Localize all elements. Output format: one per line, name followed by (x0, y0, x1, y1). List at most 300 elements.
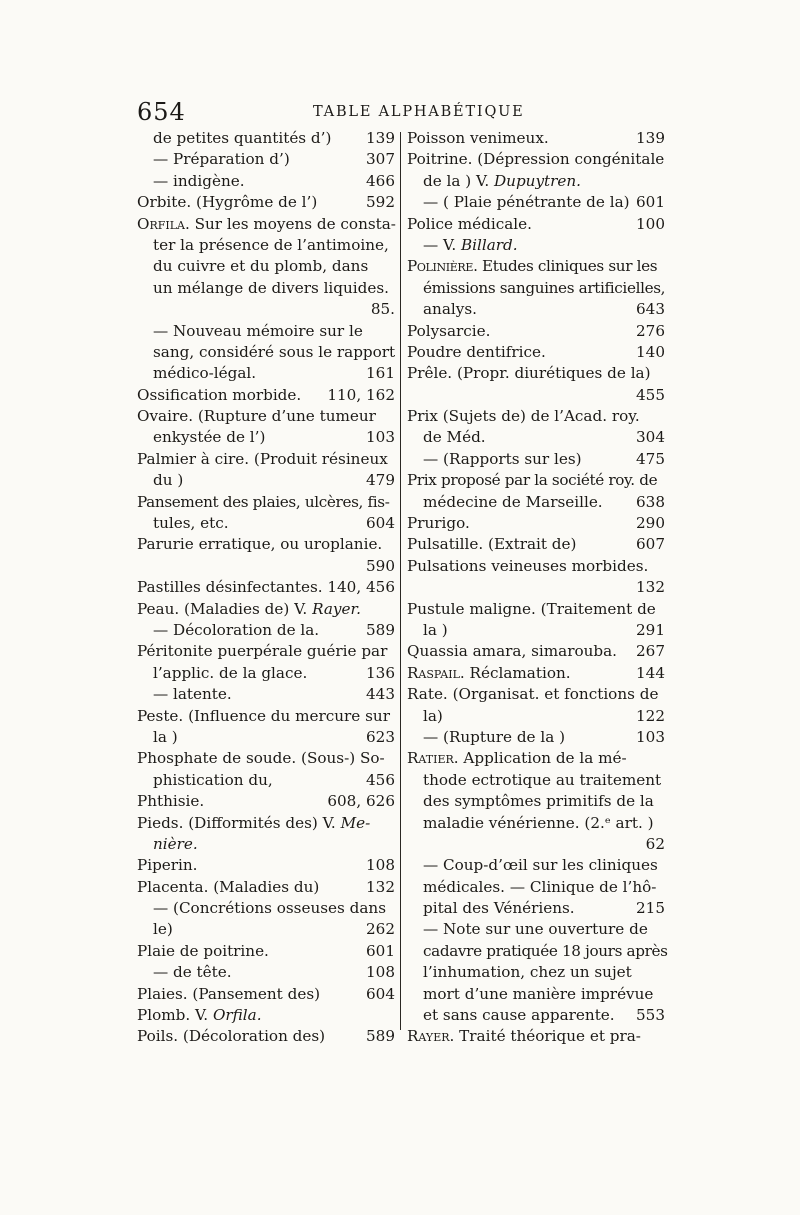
entry-text (423, 1005, 615, 1026)
page-reference: 304 (636, 428, 665, 447)
entry-label: enkystée de l’) (153, 428, 266, 447)
page-reference: 479 (366, 471, 395, 490)
index-line (407, 427, 665, 448)
entry-label: tules, etc. (153, 514, 229, 533)
index-line (137, 513, 395, 534)
index-line (137, 855, 395, 876)
page-reference: 103 (636, 727, 665, 746)
entry-text (153, 770, 273, 791)
entry-text (137, 493, 390, 511)
index-line (137, 171, 395, 192)
entry-label: mort d’une manière imprévue (423, 984, 654, 1003)
entry-label: Pustule maligne. (Traitement de (407, 599, 656, 618)
entry-label: Placenta. (Maladies du) (137, 877, 320, 896)
index-line (137, 641, 395, 662)
index-line (407, 363, 665, 384)
index-line (137, 427, 395, 448)
index-line (407, 171, 665, 192)
entry-text (153, 149, 290, 170)
entry-text (153, 962, 232, 983)
entry-text (407, 663, 571, 684)
index-line (407, 855, 665, 876)
entry-text (423, 492, 603, 513)
page-reference: 161 (366, 364, 395, 383)
index-column-left (137, 128, 395, 1048)
index-column-right (407, 128, 668, 1048)
entry-label: émissions sanguines artificielles, (423, 278, 666, 297)
entry-label: du cuivre et du plomb, dans (153, 257, 369, 276)
column-divider (400, 132, 401, 1030)
page-reference: 110, 162 (327, 385, 395, 404)
entry-text (137, 877, 319, 898)
cross-reference: nière. (153, 834, 198, 853)
entry-text (407, 749, 627, 767)
index-line (407, 321, 665, 342)
page-reference: 139 (636, 129, 665, 147)
entry-label: Ovaire. (Rupture d’une tumeur (137, 407, 376, 426)
page-reference: 456 (366, 770, 395, 789)
page-reference: 623 (366, 727, 395, 746)
entry-label: Pulsatille. (Extrait de) (407, 535, 577, 554)
entry-text (137, 707, 390, 725)
index-line (407, 1005, 665, 1026)
entry-text (137, 577, 323, 598)
page-reference: 136 (366, 663, 395, 682)
entry-text (423, 706, 443, 727)
index-line (137, 385, 395, 406)
entry-label: Rate. (Organisat. et fonctions de (407, 685, 659, 704)
page-reference: 132 (636, 578, 665, 597)
index-line (407, 620, 665, 641)
page-reference: 132 (366, 877, 395, 896)
page-reference: 608, 626 (327, 792, 395, 811)
entry-text (153, 128, 331, 149)
index-line (137, 919, 395, 940)
page-reference: 307 (366, 150, 395, 169)
entry-label: Ossification morbide. (137, 385, 302, 404)
entry-label: Orbite. (Hygrôme de l’) (137, 193, 318, 212)
entry-label: la) (423, 706, 443, 725)
entry-text (137, 984, 320, 1005)
entry-label: médico-légal. (153, 364, 257, 383)
index-line (137, 770, 395, 791)
entry-text (423, 299, 477, 320)
entry-label: — de tête. (153, 963, 232, 982)
index-line (137, 1026, 395, 1047)
entry-text (423, 727, 565, 748)
entry-text (407, 128, 549, 149)
entry-label: la ) (153, 727, 178, 746)
index-line (407, 299, 665, 320)
entry-text (153, 835, 198, 853)
entry-text (423, 172, 581, 190)
index-line (137, 256, 395, 277)
entry-label: Parurie erratique, ou uroplanie. (137, 535, 383, 554)
entry-text (153, 470, 183, 491)
index-line (137, 663, 395, 684)
page-reference: 62 (645, 834, 665, 853)
entry-author: Ratier (407, 749, 454, 768)
entry-label: Poils. (Décoloration des) (137, 1027, 326, 1046)
page-reference: 553 (636, 1006, 665, 1025)
entry-text (407, 257, 657, 275)
index-line (407, 149, 665, 170)
index-line (407, 534, 665, 555)
index-line (407, 385, 665, 406)
page-reference: 122 (636, 706, 665, 725)
index-line (407, 941, 668, 962)
page-reference: 455 (636, 385, 665, 404)
page-reference: 638 (636, 492, 665, 511)
entry-label: médecine de Marseille. (423, 492, 603, 511)
entry-text (423, 898, 575, 919)
index-line (407, 599, 665, 620)
index-line (407, 706, 665, 727)
entry-author: Orfila (137, 214, 185, 233)
index-line (137, 321, 395, 342)
entry-label: Peau. (Maladies de) V. (137, 599, 313, 618)
index-line (137, 556, 395, 577)
index-line (137, 727, 395, 748)
entry-text (423, 279, 665, 297)
entry-label: . Etudes cliniques sur les (473, 257, 658, 276)
entry-text (137, 1026, 325, 1047)
index-line (137, 299, 395, 320)
entry-label: — (Rupture de la ) (423, 727, 566, 746)
entry-text (153, 363, 256, 384)
entry-text (153, 663, 307, 684)
index-line (137, 192, 395, 213)
index-line (137, 534, 395, 555)
page-reference: 466 (366, 171, 395, 190)
page-number: 654 (137, 98, 186, 126)
cross-reference: Dupuytren. (494, 171, 582, 190)
index-line (407, 556, 665, 577)
entry-text (407, 342, 546, 363)
entry-label: médicales. — Clinique de l’hô- (423, 877, 657, 896)
entry-text (137, 791, 204, 812)
page-reference: 139 (366, 129, 395, 147)
page-reference: 108 (366, 856, 395, 875)
entry-label: — Préparation d’) (153, 150, 290, 169)
index-line (407, 748, 665, 769)
index-line (137, 1005, 395, 1026)
entry-text (407, 471, 657, 489)
entry-text (423, 792, 654, 810)
page-reference: 589 (366, 1027, 395, 1046)
index-line (407, 214, 665, 235)
index-line (137, 470, 395, 491)
entry-text (153, 279, 389, 297)
index-line (407, 342, 665, 363)
entry-text (137, 407, 376, 425)
entry-label: Phthisie. (137, 792, 205, 811)
running-title: TABLE ALPHABÉTIQUE (313, 104, 525, 120)
entry-text (137, 192, 317, 213)
page-reference: 643 (636, 300, 665, 319)
index-line (137, 363, 395, 384)
index-line (137, 706, 395, 727)
page-reference: 589 (366, 620, 395, 639)
entry-label: analys. (423, 300, 477, 319)
entry-label: — Décoloration de la. (153, 620, 320, 639)
entry-label: — Nouveau mémoire sur le (153, 321, 363, 340)
entry-label: Poudre dentifrice. (407, 342, 546, 361)
entry-label: — ( Plaie pénétrante de la) (423, 193, 630, 212)
index-line (407, 813, 665, 834)
page-reference: 592 (366, 193, 395, 212)
index-line (137, 599, 395, 620)
index-line (137, 449, 395, 470)
entry-label: . Application de la mé- (453, 749, 627, 768)
entry-label: la ) (423, 620, 448, 639)
index-line (407, 577, 665, 598)
entry-text (407, 364, 651, 382)
page-reference: 103 (366, 428, 395, 447)
index-line (407, 192, 665, 213)
entry-author: Rayer (407, 1027, 450, 1046)
index-line (407, 278, 665, 299)
cross-reference: Rayer. (312, 599, 361, 618)
entry-label: Prurigo. (407, 514, 470, 533)
index-line (137, 235, 395, 256)
entry-label: sang, considéré sous le rapport (153, 342, 396, 361)
index-line (137, 834, 395, 855)
entry-label: . Traité théorique et pra- (449, 1027, 641, 1046)
entry-text (423, 620, 448, 641)
entry-author: Polinière (407, 257, 474, 276)
index-line (407, 492, 665, 513)
index-line (137, 577, 395, 598)
index-line (137, 748, 395, 769)
entry-text (153, 513, 229, 534)
page-reference: 267 (636, 642, 665, 661)
index-line (407, 1026, 665, 1047)
index-line (407, 791, 665, 812)
index-line (407, 770, 665, 791)
entry-label: — (Concrétions osseuses dans (153, 899, 387, 918)
page-reference: 215 (636, 899, 665, 918)
entry-text (407, 1027, 641, 1045)
page-reference: 601 (636, 193, 665, 212)
index-line (407, 919, 665, 940)
entry-text (423, 963, 632, 981)
index-line (137, 898, 395, 919)
index-line (137, 791, 395, 812)
entry-text (137, 535, 382, 553)
entry-text (153, 899, 386, 917)
entry-label: Police médicale. (407, 214, 532, 233)
index-line (407, 406, 665, 427)
entry-label: — Note sur une ouverture de (423, 920, 648, 939)
entry-label: — Coup-d’œil sur les cliniques (423, 856, 658, 875)
entry-label: Prêle. (Propr. diurétiques de la) (407, 364, 651, 383)
index-line (407, 235, 665, 256)
index-line (407, 470, 665, 491)
entry-text (137, 1006, 262, 1024)
entry-text (423, 427, 486, 448)
entry-text (407, 685, 658, 703)
entry-text (407, 214, 532, 235)
entry-text (423, 920, 648, 938)
index-line (137, 962, 395, 983)
entry-text (407, 150, 664, 168)
entry-label: Plaies. (Pansement des) (137, 984, 321, 1003)
index-line (137, 342, 395, 363)
index-line (137, 128, 395, 149)
entry-label: Poitrine. (Dépression congénitale (407, 150, 665, 169)
index-line (407, 663, 665, 684)
page-reference: 85. (370, 300, 395, 319)
page-reference: 590 (366, 556, 395, 575)
page-reference: 290 (636, 514, 665, 533)
page-reference: 604 (366, 514, 395, 533)
entry-text (423, 449, 582, 470)
entry-text (137, 855, 198, 876)
page-reference: 100 (636, 214, 665, 233)
entry-text (153, 171, 245, 192)
index-line (137, 984, 395, 1005)
index-line (137, 620, 395, 641)
index-line (137, 214, 395, 235)
entry-label: Pansement des plaies, ulcères, fis- (137, 492, 390, 511)
entry-label: de petites quantités d’) (153, 129, 332, 147)
entry-text (137, 941, 269, 962)
page-reference: 140, 456 (327, 578, 395, 597)
entry-label: Peste. (Influence du mercure sur (137, 706, 390, 725)
index-line (407, 962, 665, 983)
page-reference: 291 (636, 620, 665, 639)
index-line (407, 256, 665, 277)
entry-text (153, 322, 363, 340)
index-line (407, 984, 665, 1005)
page-reference: 601 (366, 941, 395, 960)
page-reference: 443 (366, 685, 395, 704)
entry-text (423, 878, 656, 896)
index-line (407, 727, 665, 748)
page-reference: 607 (636, 535, 665, 554)
index-line (137, 278, 395, 299)
entry-label: de la ) V. (423, 171, 494, 190)
index-line (137, 684, 395, 705)
entry-label: — V. (423, 235, 461, 254)
entry-text (137, 450, 388, 468)
entry-text (423, 192, 630, 213)
entry-text (407, 600, 656, 618)
entry-text (423, 814, 654, 832)
entry-label: des symptômes primitifs de la (423, 792, 654, 811)
page-reference: 604 (366, 984, 395, 1003)
entry-text (153, 919, 173, 940)
entry-text (423, 771, 661, 789)
index-line (137, 813, 395, 834)
entry-text (137, 385, 301, 406)
entry-text (423, 236, 518, 254)
entry-text (423, 942, 668, 960)
entry-label: ter la présence de l’antimoine, (153, 235, 389, 254)
entry-text (407, 321, 490, 342)
entry-label: maladie vénérienne. (2.ᵉ art. ) (423, 813, 654, 832)
entry-label: Palmier à cire. (Produit résineux (137, 449, 388, 468)
index-line (407, 449, 665, 470)
entry-label: Prix proposé par la société roy. de (407, 471, 658, 490)
index-line (407, 513, 665, 534)
index-line (407, 834, 665, 855)
entry-text (407, 641, 617, 662)
entry-text (153, 684, 232, 705)
entry-label: l’inhumation, chez un sujet (423, 963, 632, 982)
entry-label: Prix (Sujets de) de l’Acad. roy. (407, 407, 640, 426)
page-reference: 144 (636, 663, 665, 682)
entry-author: Raspail (407, 663, 460, 682)
entry-label: . Réclamation. (459, 663, 571, 682)
entry-text (153, 236, 389, 254)
entry-label: Pulsations veineuses morbides. (407, 556, 649, 575)
cross-reference: Me- (340, 813, 371, 832)
entry-text (137, 814, 370, 832)
entry-label: . Sur les moyens de consta- (184, 214, 396, 233)
entry-label: et sans cause apparente. (423, 1006, 615, 1025)
index-line (407, 877, 665, 898)
entry-text (423, 985, 653, 1003)
entry-label: thode ectrotique au traitement (423, 770, 662, 789)
entry-label: cadavre pratiquée 18 jours après (423, 941, 668, 960)
entry-label: Phosphate de soude. (Sous-) So- (137, 749, 385, 768)
entry-text (137, 642, 387, 660)
entry-label: — latente. (153, 685, 232, 704)
entry-text (153, 620, 319, 641)
page-header (137, 98, 665, 128)
index-line (407, 684, 665, 705)
index-line (137, 406, 395, 427)
index-line (137, 149, 395, 170)
entry-label: de Méd. (423, 428, 486, 447)
entry-text (407, 513, 470, 534)
entry-label: l’applic. de la glace. (153, 663, 308, 682)
page-reference: 108 (366, 963, 395, 982)
entry-text (153, 727, 178, 748)
entry-label: Plomb. V. (137, 1006, 213, 1025)
index-line (407, 641, 665, 662)
page-reference: 262 (366, 920, 395, 939)
page-reference: 276 (636, 321, 665, 340)
index-line (137, 941, 395, 962)
entry-text (153, 427, 265, 448)
entry-label: Polysarcie. (407, 321, 491, 340)
index-line (407, 128, 665, 149)
entry-label: Piperin. (137, 856, 198, 875)
cross-reference: Orfila. (212, 1006, 262, 1025)
entry-text (423, 856, 658, 874)
entry-text (153, 343, 395, 361)
entry-text (137, 749, 385, 767)
entry-label: — (Rapports sur les) (423, 449, 582, 468)
entry-text (407, 534, 576, 555)
entry-label: Poisson venimeux. (407, 129, 549, 147)
entry-label: Pieds. (Difformités des) V. (137, 813, 341, 832)
index-line (137, 877, 395, 898)
entry-text (153, 257, 368, 275)
entry-text (137, 215, 396, 233)
entry-label: Plaie de poitrine. (137, 941, 269, 960)
entry-label: — indigène. (153, 171, 245, 190)
entry-text (407, 557, 648, 575)
page-reference: 140 (636, 342, 665, 361)
page-reference: 475 (636, 449, 665, 468)
entry-label: le) (153, 920, 173, 939)
entry-label: du ) (153, 471, 184, 490)
entry-text (407, 407, 640, 425)
